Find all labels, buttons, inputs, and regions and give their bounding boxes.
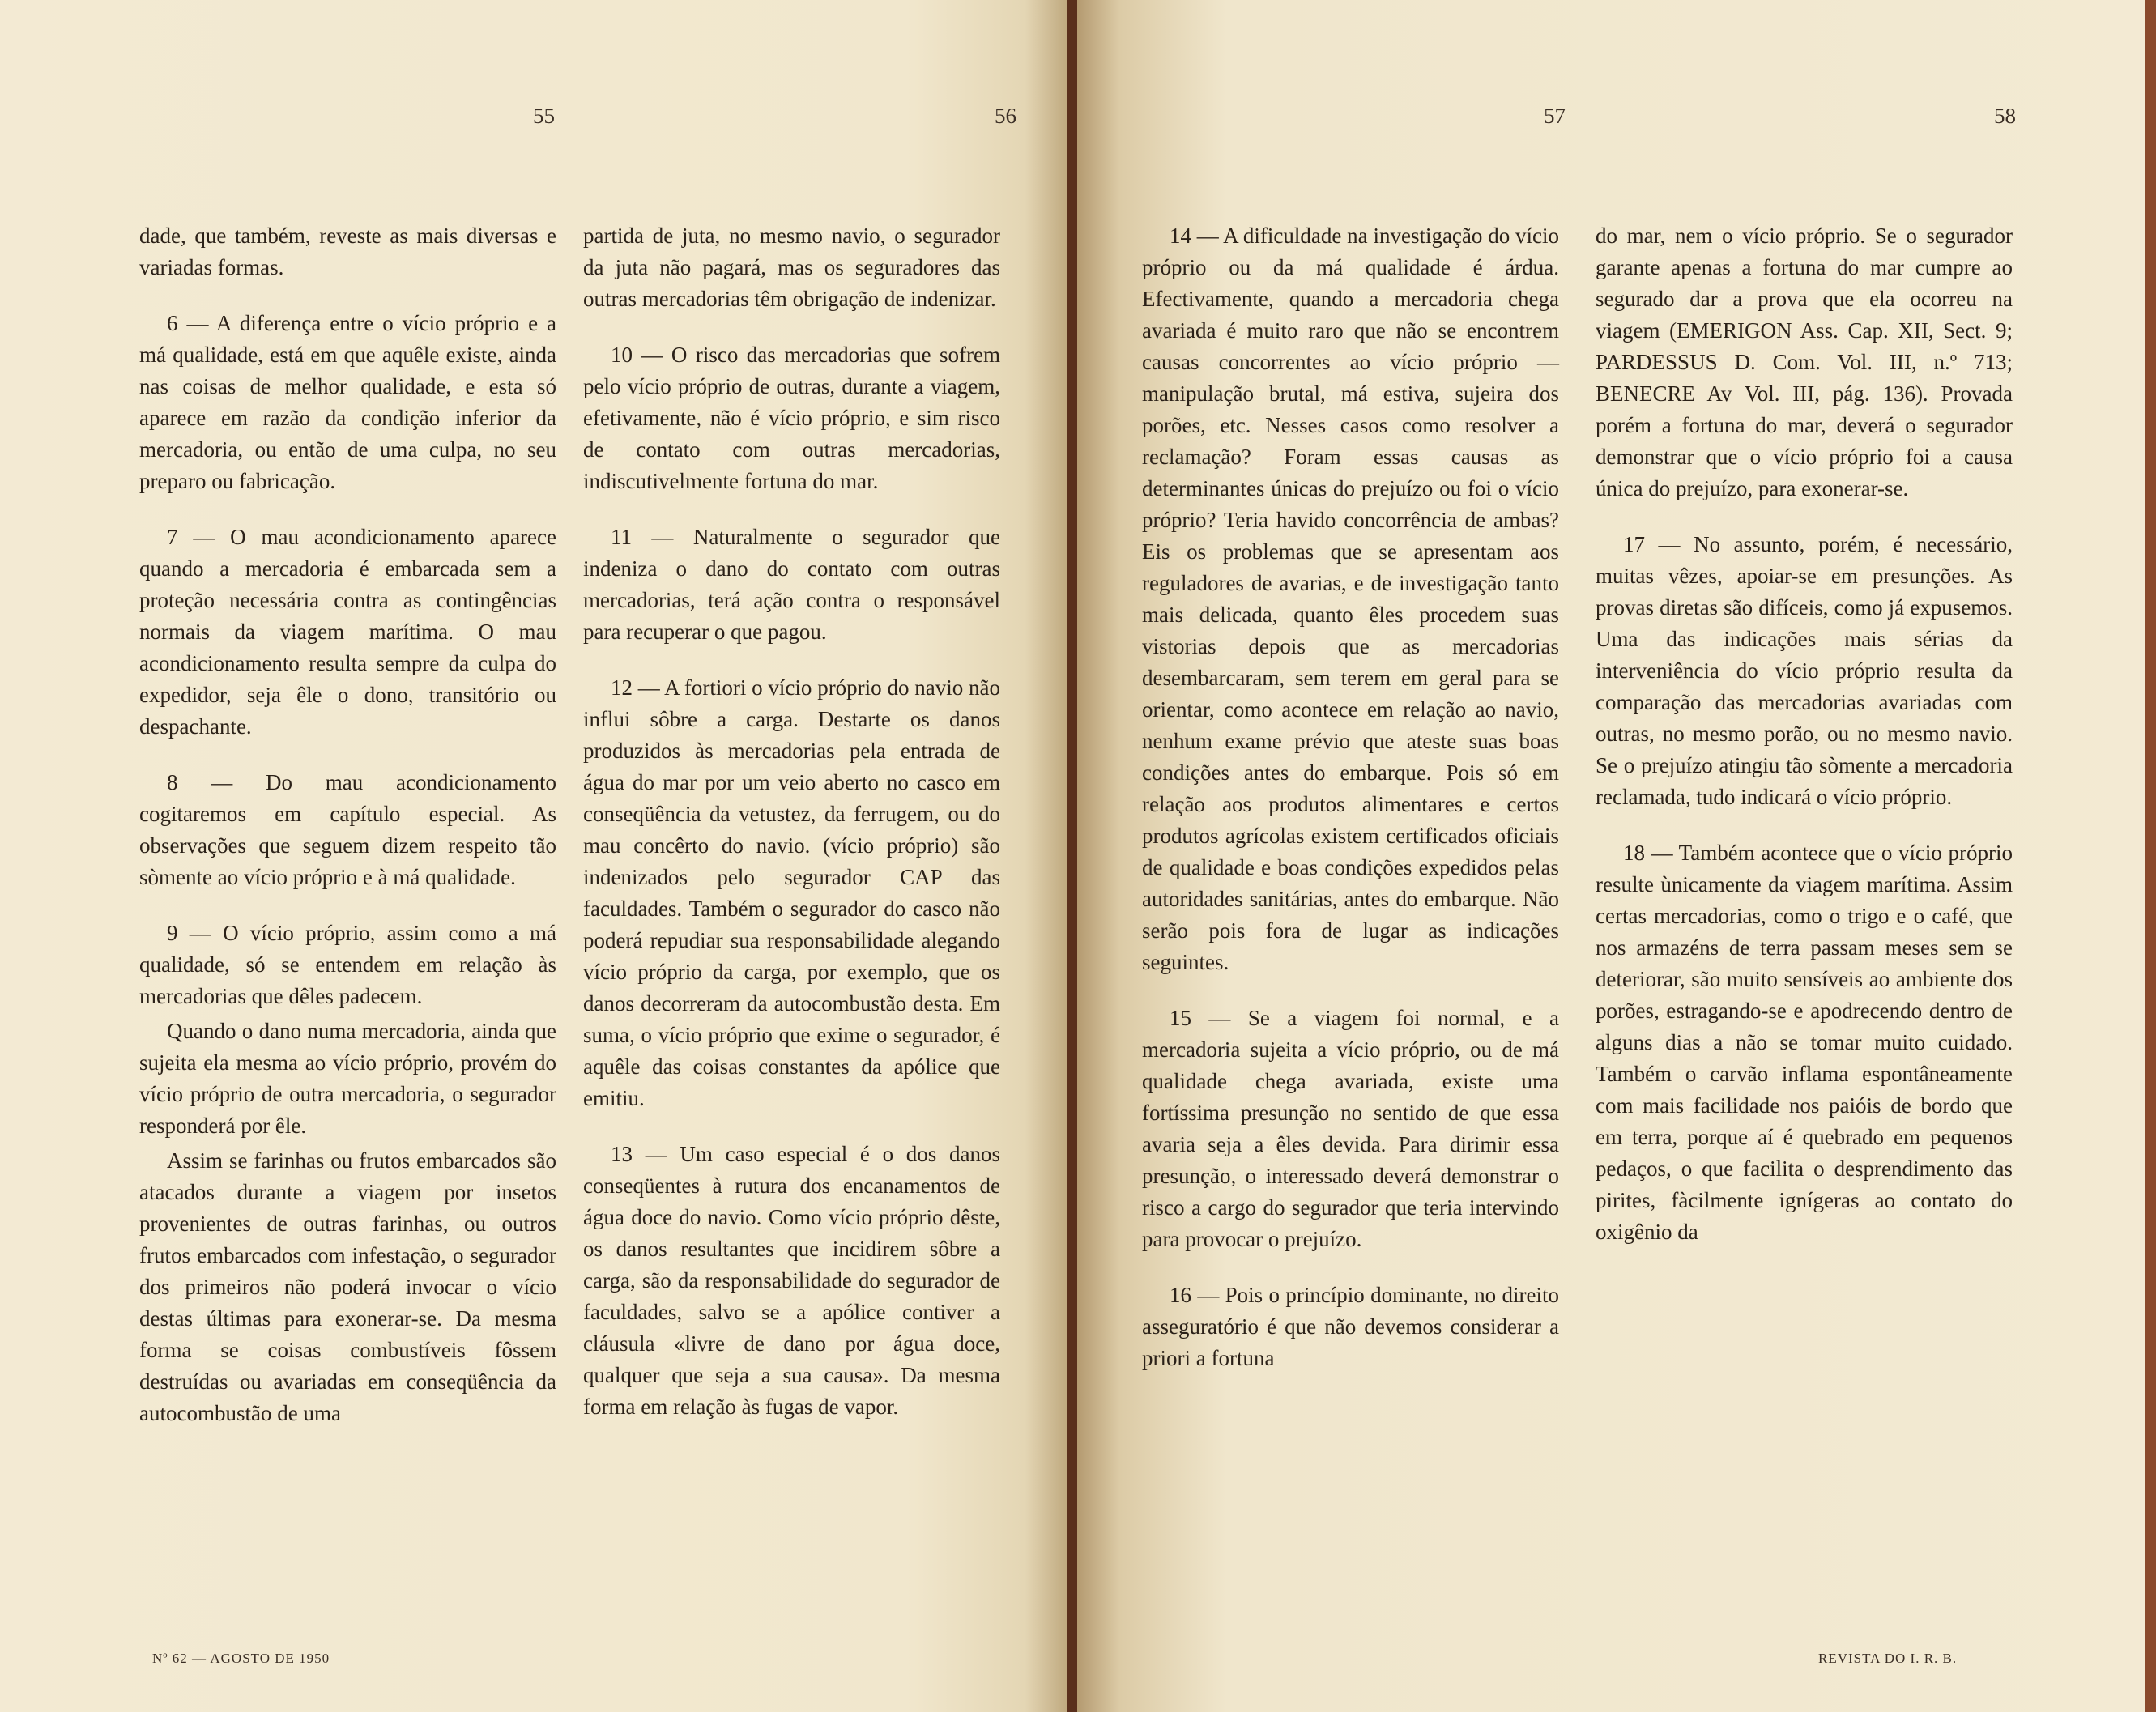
page-number-58: 58 bbox=[1994, 104, 2016, 128]
paragraph: Quando o dano numa mercadoria, ainda que sujeita ela mesma ao vício próprio, provém do vício próprio de outra mercadoria, o segurador responderá por êle. bbox=[139, 1019, 556, 1138]
footer-issue: Nº 62 — AGOSTO DE 1950 bbox=[152, 1650, 330, 1666]
book-gutter bbox=[1067, 0, 1077, 1712]
paragraph: 16 — Pois o princípio dominante, no direito asseguratório é que não devemos considerar a priori a fortuna bbox=[1142, 1283, 1559, 1370]
paragraph: 7 — O mau acondicionamento aparece quando a mercadoria é embarcada sem a proteção necessária contra as contingências normais da viagem marítima. O mau acondicionamento resulta sempre da culpa do expedidor, seja êle o dono, transitório ou despachante. bbox=[139, 525, 556, 739]
right-page bbox=[1077, 0, 2145, 1712]
footer-journal: REVISTA DO I. R. B. bbox=[1818, 1650, 1958, 1666]
paragraph: 6 — A diferença entre o vício próprio e a má qualidade, está em que aquêle existe, ainda nas coisas de melhor qualidade, e esta só aparece em razão da condição inferior da mercadoria, ou então de uma culpa, no seu preparo ou fabricação. bbox=[139, 311, 556, 493]
paragraph: 12 — A fortiori o vício próprio do navio não influi sôbre a carga. Destarte os danos produzidos às mercadorias pela entrada de água do mar por um veio aberto no casco em conseqüência da vetustez, da ferrugem, ou do mau concêrto do navio. (vício próprio) são indenizados pelo segurador CAP das faculdades. Também o segurador do casco não poderá repudiar sua responsabilidade alegando vício próprio da carga, por exemplo, que os danos decorreram da autocombustão desta. Em suma, o vício próprio que exime o segurador, é aquêle das coisas constantes da apólice que emitiu. bbox=[583, 675, 1000, 1110]
paragraph: 15 — Se a viagem foi normal, e a mercadoria sujeita a vício próprio, ou de má qualidade chega avariada, existe uma fortíssima presunção no sentido de que essa avaria seja a êles devida. Para dirimir essa presunção, o interessado deverá demonstrar o risco a cargo do segurador que teria intervindo para provocar o prejuízo. bbox=[1142, 1006, 1559, 1251]
left-page bbox=[0, 0, 1067, 1712]
page-number-56: 56 bbox=[995, 104, 1016, 128]
paragraph: 9 — O vício próprio, assim como a má qualidade, só se entendem em relação às mercadorias que dêles padecem. bbox=[139, 921, 556, 1008]
page-number-55: 55 bbox=[533, 104, 555, 128]
column-page-58 bbox=[1596, 220, 2013, 1248]
paragraph: 18 — Também acontece que o vício próprio resulte ùnicamente da viagem marítima. Assim certas mercadorias, como o trigo e o café, que nos armazéns de terra passam meses sem se deteriorar, são muito sensíveis ao ambiente dos porões, estragando-se e apodrecendo dentro de alguns dias a não se tomar muito cuidado. Também o carvão inflama espontâneamente com mais facilidade nos paióis de bordo que em terra, porque aí é quebrado em pequenos pedaços, o que facilita o desprendimento das pirites, fàcilmente ignígeras ao contato do oxigênio da bbox=[1596, 841, 2013, 1244]
book-edge bbox=[2145, 0, 2156, 1712]
column-page-56 bbox=[583, 220, 1000, 1423]
paragraph: 11 — Naturalmente o segurador que indeniza o dano do contato com outras mercadorias, terá ação contra o responsável para recuperar o que pagou. bbox=[583, 525, 1000, 644]
paragraph: dade, que também, reveste as mais diversas e variadas formas. bbox=[139, 224, 556, 279]
page-number-57: 57 bbox=[1544, 104, 1566, 128]
paragraph: 13 — Um caso especial é o dos danos conseqüentes à rutura dos encanamentos de água doce do navio. Como vício próprio dêste, os danos resultantes que incidirem sôbre a carga, são da responsabilidade do segurador de faculdades, salvo se a apólice contiver a cláusula «livre de dano por água doce, qualquer que seja a sua causa». Da mesma forma em relação às fugas de vapor. bbox=[583, 1142, 1000, 1419]
paragraph: 10 — O risco das mercadorias que sofrem pelo vício próprio de outras, durante a viagem, efetivamente, não é vício próprio, e sim risco de contato com outras mercadorias, indiscutivelmente fortuna do mar. bbox=[583, 343, 1000, 493]
paragraph: Assim se farinhas ou frutos embarcados são atacados durante a viagem por insetos provenientes de outras farinhas, ou outros frutos embarcados com infestação, o segurador dos primeiros não poderá invocar o vício destas últimas para exonerar-se. Da mesma forma se coisas combustíveis fôssem destruídas ou avariadas em conseqüência da autocombustão de uma bbox=[139, 1148, 556, 1425]
column-page-57 bbox=[1142, 220, 1559, 1374]
paragraph: 8 — Do mau acondicionamento cogitaremos em capítulo especial. As observações que seguem dizem respeito tão sòmente ao vício próprio e à má qualidade. bbox=[139, 770, 556, 889]
paragraph: 17 — No assunto, porém, é necessário, muitas vêzes, apoiar-se em presunções. As provas diretas são difíceis, como já expusemos. Uma das indicações mais sérias da interveniência do vício próprio resulta da comparação das mercadorias avariadas com outras, no mesmo porão, ou no mesmo navio. Se o prejuízo atingiu tão sòmente a mercadoria reclamada, tudo indicará o vício próprio. bbox=[1596, 532, 2013, 809]
column-page-55 bbox=[139, 220, 556, 1429]
paragraph: partida de juta, no mesmo navio, o segurador da juta não pagará, mas os seguradores das outras mercadorias têm obrigação de indenizar. bbox=[583, 224, 1000, 311]
paragraph: 14 — A dificuldade na investigação do vício próprio ou da má qualidade é árdua. Efectivamente, quando a mercadoria chega avariada é muito raro que não se encontrem causas concorrentes ao vício próprio — manipulação brutal, má estiva, sujeira dos porões, etc. Nesses casos como resolver a reclamação? Foram essas causas as determinantes únicas do prejuízo ou foi o vício próprio? Teria havido concorrência de ambas? Eis os problemas que se apresentam aos reguladores de avarias, e de investigação tanto mais delicada, quanto êles procedem suas vistorias depois que as mercadorias desembarcaram, sem terem em geral para se orientar, como acontece em relação ao navio, nenhum exame prévio que ateste suas boas condições antes do embarque. Pois só em relação aos produtos alimentares e certos produtos agrícolas existem certificados oficiais de qualidade e boas condições expedidos pelas autoridades sanitárias, antes do embarque. Não serão pois fora de lugar as indicações seguintes. bbox=[1142, 224, 1559, 974]
paragraph: do mar, nem o vício próprio. Se o segurador garante apenas a fortuna do mar cumpre ao segurado dar a prova que ela ocorreu na viagem (EMERIGON Ass. Cap. XII, Sect. 9; PARDESSUS D. Com. Vol. III, n.º 713; BENECRE Av Vol. III, pág. 136). Provada porém a fortuna do mar, deverá o segurador demonstrar que o vício próprio foi a causa única do prejuízo, para exonerar-se. bbox=[1596, 224, 2013, 500]
